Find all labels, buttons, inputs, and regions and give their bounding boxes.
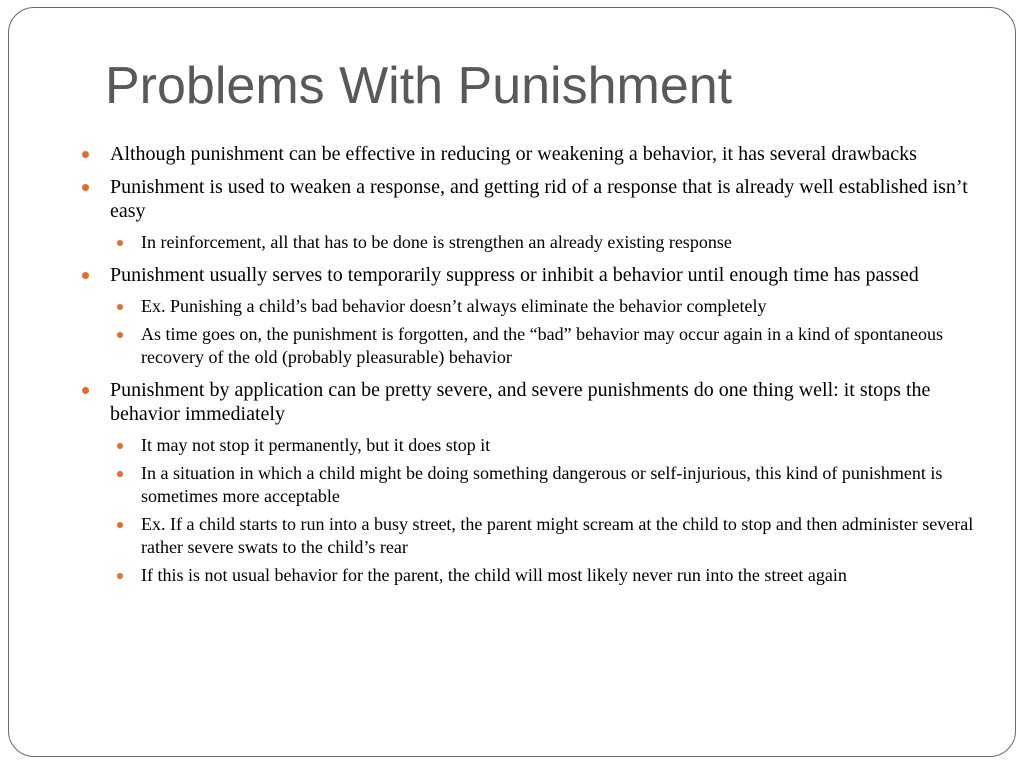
- bullet-dot-icon: [82, 272, 89, 279]
- sub-bullet-text: Ex. If a child starts to run into a busy street, the parent might scream at the child to stop and then administer several rather severe swats to the child’s rear: [141, 514, 974, 557]
- bullet-text: Punishment usually serves to temporarily suppress or inhibit a behavior until enough time has passed: [110, 264, 919, 286]
- sub-bullet-list: [110, 434, 981, 587]
- bullet-item: [81, 378, 981, 587]
- slide-title: Problems With Punishment: [105, 57, 733, 115]
- bullet-list: [81, 142, 981, 596]
- sub-bullet-dot-icon: [117, 240, 123, 246]
- sub-bullet-text: As time goes on, the punishment is forgotten, and the “bad” behavior may occur again in a kind of spontaneous recovery of the old (probably pleasurable) behavior: [141, 324, 943, 367]
- slide: [8, 7, 1016, 757]
- sub-bullet-dot-icon: [117, 522, 123, 528]
- sub-bullet-dot-icon: [117, 443, 123, 449]
- bullet-dot-icon: [82, 151, 89, 158]
- bullet-item: [81, 142, 981, 166]
- sub-bullet-list: [110, 295, 981, 369]
- sub-bullet-text: If this is not usual behavior for the parent, the child will most likely never run into the street again: [141, 565, 847, 585]
- sub-bullet-dot-icon: [117, 304, 123, 310]
- bullet-text: Punishment is used to weaken a response, and getting rid of a response that is already well established isn’t easy: [110, 176, 968, 222]
- sub-bullet-item: [110, 513, 981, 559]
- sub-bullet-item: [110, 462, 981, 508]
- sub-bullet-item: [110, 295, 981, 318]
- sub-bullet-dot-icon: [117, 471, 123, 477]
- sub-bullet-item: [110, 323, 981, 369]
- sub-bullet-item: [110, 564, 981, 587]
- sub-bullet-dot-icon: [117, 332, 123, 338]
- bullet-text: Although punishment can be effective in reducing or weakening a behavior, it has several drawbacks: [110, 143, 917, 165]
- bullet-dot-icon: [82, 184, 89, 191]
- sub-bullet-item: [110, 434, 981, 457]
- bullet-item: [81, 175, 981, 254]
- bullet-item: [81, 263, 981, 369]
- sub-bullet-text: Ex. Punishing a child’s bad behavior doesn’t always eliminate the behavior completely: [141, 296, 767, 316]
- bullet-dot-icon: [82, 387, 89, 394]
- sub-bullet-list: [110, 231, 981, 254]
- sub-bullet-dot-icon: [117, 573, 123, 579]
- sub-bullet-text: In a situation in which a child might be doing something dangerous or self-injurious, this kind of punishment is sometimes more acceptable: [141, 463, 943, 506]
- sub-bullet-item: [110, 231, 981, 254]
- sub-bullet-text: It may not stop it permanently, but it does stop it: [141, 435, 491, 455]
- sub-bullet-text: In reinforcement, all that has to be done is strengthen an already existing response: [141, 232, 732, 252]
- bullet-text: Punishment by application can be pretty severe, and severe punishments do one thing well: it stops the behavior immediately: [110, 379, 931, 425]
